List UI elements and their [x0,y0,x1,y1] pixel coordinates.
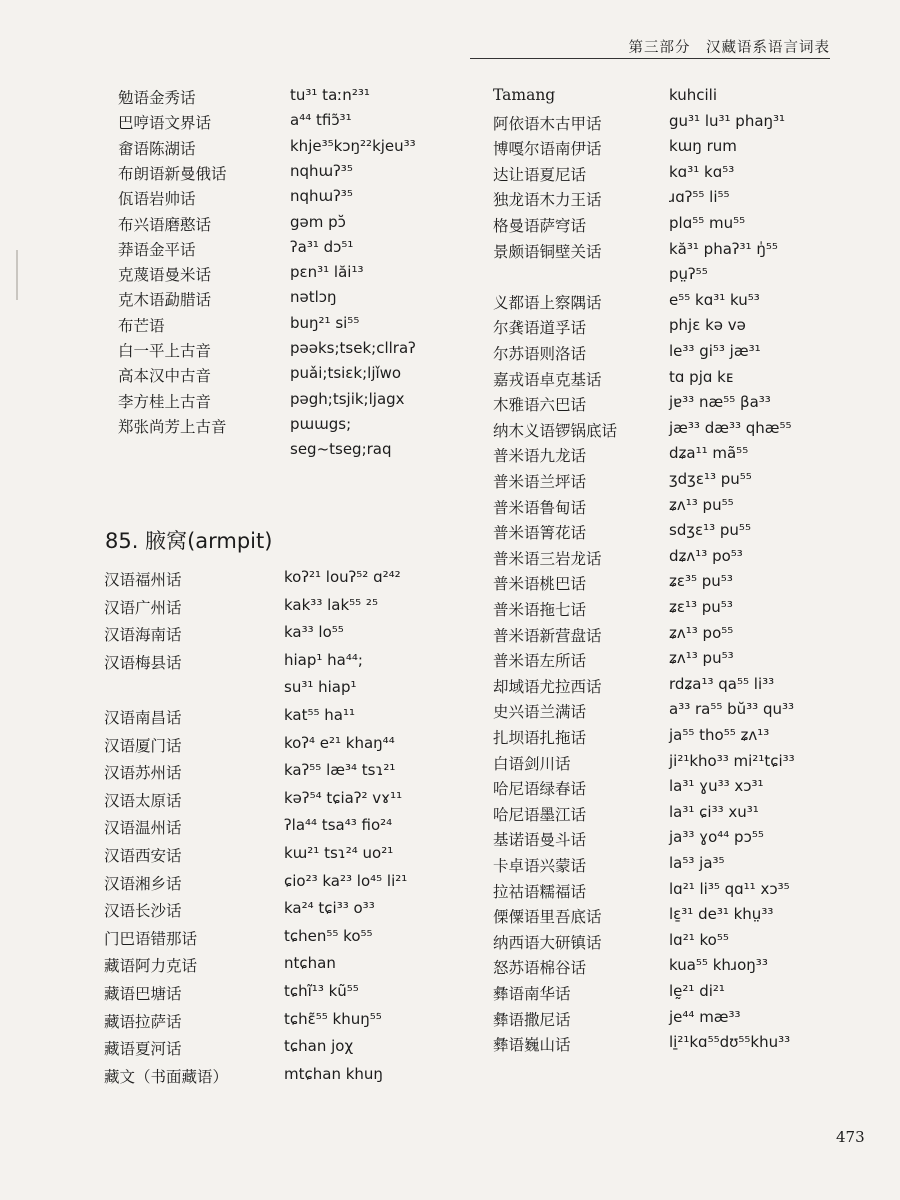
ipa-form: pəəks;tsek;cllraʔ [290,339,416,357]
ipa-form: tɕhɛ̃⁵⁵ khuŋ⁵⁵ [284,1009,382,1028]
dialect-name: 博嘎尔语南伊话 [493,140,602,159]
dialect-name: 佤语岩帅话 [118,190,196,209]
dialect-name: 景颇语铜壁关话 [493,242,602,261]
ipa-form: jɐ³³ næ⁵⁵ βa³³ [669,393,771,412]
ipa-form: ɕio²³ ka²³ lo⁴⁵ li²¹ [284,871,408,890]
dialect-name: 普米语左所话 [493,652,587,671]
ipa-form: kua⁵⁵ khɹoŋ³³ [669,956,768,975]
page-binding-mark [16,250,18,300]
dialect-name: 普米语鲁甸话 [493,498,587,517]
dialect-name: 汉语福州话 [104,571,182,589]
dialect-name: 哈尼语绿春话 [493,780,587,799]
ipa-form: je⁴⁴ mæ³³ [669,1007,741,1026]
dialect-name: 布芒语 [118,316,165,335]
dialect-name: 畲语陈湖话 [118,139,196,158]
ipa-form: kă³¹ phaʔ³¹ ŋ̍⁵⁵ [669,239,778,258]
dialect-name: 史兴语兰满话 [493,703,587,722]
ipa-form: khje³⁵kɔŋ²²kjeu³³ [290,136,416,155]
ipa-form: pṳʔ⁵⁵ [669,265,708,284]
dialect-name: 独龙语木力王话 [493,191,602,210]
dialect-name: 却域语尤拉西话 [493,677,602,696]
ipa-form: lḛ²¹ di²¹ [669,982,725,1000]
ipa-form: la³¹ ɕi³³ xu³¹ [669,802,759,821]
ipa-form: ʑɛ³⁵ pu⁵³ [669,572,733,591]
dialect-name: 克木语勐腊话 [118,291,212,310]
dialect-name: 普米语桃巴话 [493,575,587,594]
dialect-name: 门巴语错那话 [104,929,198,948]
ipa-form: phjɛ kə və [669,316,746,335]
ipa-form: rdʑa¹³ qa⁵⁵ li³³ [669,674,775,693]
dialect-name: 纳木义语锣锅底话 [493,421,618,440]
dialect-name: Tamang [493,86,556,104]
dialect-name: 白语剑川话 [493,754,571,773]
dialect-name: 彝语撒尼话 [493,1010,571,1029]
dialect-name: 布朗语新曼俄话 [118,164,227,183]
running-header: 第三部分 汉藏语系语言词表 [628,40,830,56]
ipa-form: ʑɛ¹³ pu⁵³ [669,598,733,616]
dialect-name: 汉语梅县话 [104,653,182,672]
ipa-form: ja⁵⁵ tho⁵⁵ ʑʌ¹³ [669,726,770,744]
dialect-name: 普米语箐花话 [493,524,587,543]
ipa-form: ja³³ ɣo⁴⁴ pɔ⁵⁵ [669,828,764,847]
dialect-name: 彝语巍山话 [493,1036,571,1055]
ipa-form: kuhcili [669,86,717,104]
dialect-name: 克蔑语曼米话 [118,266,212,285]
dialect-name: 哈尼语墨江话 [493,805,587,824]
dialect-name: 尔龚语道孚话 [493,319,587,338]
ipa-form: ntɕhan [284,954,336,973]
dialect-name: 汉语厦门话 [104,736,182,755]
dialect-name: 藏语阿力克话 [104,957,198,976]
dialect-name: 李方桂上古音 [118,392,212,411]
ipa-form: kɯ²¹ tsɿ²⁴ uo²¹ [284,844,394,862]
dialect-name: 汉语广州话 [104,598,182,617]
ipa-form: ʑʌ¹³ pu⁵⁵ [669,495,734,514]
dialect-name: 白一平上古音 [118,342,212,360]
section-title: 85. 腋窝(armpit) [105,529,273,553]
dialect-name: 傈僳语里吾底话 [493,908,602,927]
ipa-form: sdʒɛ¹³ pu⁵⁵ [669,521,751,540]
ipa-form: kaʔ⁵⁵ læ³⁴ tsɿ²¹ [284,761,396,780]
ipa-form: ʑʌ¹³ po⁵⁵ [669,623,734,642]
ipa-form: lɑ²¹ ko⁵⁵ [669,930,729,949]
dialect-name: 格曼语萨穹话 [493,217,587,235]
header-rule [470,58,830,59]
dialect-name: 尔苏语则洛话 [493,345,587,363]
dialect-name: 达让语夏尼话 [493,165,587,184]
ipa-form: tɕhen⁵⁵ ko⁵⁵ [284,926,373,945]
dialect-name: 汉语西安话 [104,847,182,865]
dialect-name: 勉语金秀话 [118,89,196,107]
dialect-name: 拉祜语糯福话 [493,882,587,901]
ipa-form: lɑ²¹ li³⁵ qɑ¹¹ xɔ³⁵ [669,879,790,898]
ipa-form: la⁵³ ja³⁵ [669,854,725,872]
page-number: 473 [836,1128,865,1146]
dialect-name: 普米语兰坪话 [493,473,587,491]
dialect-name: 阿依语木古甲话 [493,114,602,133]
ipa-form: nətlɔŋ [290,288,337,307]
ipa-form: jæ³³ dæ³³ qhæ⁵⁵ [669,418,792,437]
dialect-name: 义都语上察隅话 [493,293,602,312]
dialect-name: 纳西语大研镇话 [493,933,602,952]
dialect-name: 汉语湘乡话 [104,874,182,893]
dialect-name: 卡卓语兴蒙话 [493,857,587,875]
ipa-form: kak³³ lak⁵⁵ ²⁵ [284,595,378,614]
dialect-name: 汉语海南话 [104,626,182,645]
dialect-name: 普米语三岩龙话 [493,549,602,568]
ipa-form: ʒdʒɛ¹³ pu⁵⁵ [669,470,752,488]
ipa-form: nqhɯʔ³⁵ [290,161,353,180]
ipa-form: plɑ⁵⁵ mu⁵⁵ [669,214,746,232]
ipa-form: ɹɑʔ⁵⁵ li⁵⁵ [669,188,730,207]
ipa-form: la³¹ ɣu³³ xɔ³¹ [669,777,764,796]
dialect-name: 汉语温州话 [104,819,182,838]
ipa-form: tɑ pjɑ kᴇ [669,367,734,386]
dialect-name: 怒苏语棉谷话 [493,959,587,978]
dialect-name: 布兴语磨憨话 [118,215,212,234]
ipa-form: dʑa¹¹ mã⁵⁵ [669,444,749,463]
dialect-name: 巴哼语文界话 [118,114,212,133]
ipa-form: gəm pɔ̆ [290,212,346,231]
dialect-name: 藏文（书面藏语） [104,1067,229,1086]
ipa-form: ji²¹kho³³ mi²¹tɕi³³ [669,751,795,770]
dialect-name: 扎坝语扎拖话 [493,729,587,747]
dialect-name: 高本汉中古音 [118,367,212,386]
dialect-name: 郑张尚芳上古音 [118,417,227,436]
ipa-form: su³¹ hiap¹ [284,678,357,697]
ipa-form: pɯɯgs; [290,414,352,433]
ipa-form: mtɕhan khuŋ [284,1064,383,1083]
ipa-form: koʔ²¹ louʔ⁵² ɑ²⁴² [284,568,401,586]
dialect-name: 木雅语六巴话 [493,396,587,415]
ipa-form: ʑʌ¹³ pu⁵³ [669,649,734,668]
ipa-form: dʑʌ¹³ po⁵³ [669,546,743,565]
dialect-name: 普米语新营盘话 [493,626,602,645]
ipa-form: kəʔ⁵⁴ tɕiaʔ² vɤ¹¹ [284,788,403,807]
ipa-form: a³³ ra⁵⁵ bŭ³³ qu³³ [669,700,795,719]
ipa-form: tɕhĩ¹³ kũ⁵⁵ [284,982,359,1000]
ipa-form: pəgh;tsjik;ljagx [290,389,405,408]
dialect-name: 嘉戎语卓克基话 [493,370,602,389]
dialect-name: 普米语拖七话 [493,601,587,619]
ipa-form: ka³³ lo⁵⁵ [284,623,344,642]
ipa-form: pɛn³¹ lăi¹³ [290,263,364,282]
ipa-form: a⁴⁴ tfiɔ̃³¹ [290,111,352,130]
ipa-form: kɑ³¹ kɑ⁵³ [669,162,735,181]
ipa-form: e⁵⁵ kɑ³¹ ku⁵³ [669,290,760,309]
ipa-form: puǎi;tsiɛk;ljǐwo [290,364,402,383]
dialect-name: 汉语苏州话 [104,764,182,783]
dialect-name: 藏语巴塘话 [104,985,182,1003]
ipa-form: kɯŋ rum [669,137,737,156]
dialect-name: 藏语夏河话 [104,1040,182,1059]
ipa-form: koʔ⁴ e²¹ khaŋ⁴⁴ [284,733,395,752]
ipa-form: nqhɯʔ³⁵ [290,187,353,206]
dialect-name: 彝语南华话 [493,985,571,1003]
ipa-form: kat⁵⁵ ha¹¹ [284,706,356,724]
ipa-form: lɛ̱³¹ de³¹ khṳ³³ [669,905,774,924]
ipa-form: li̱²¹kɑ⁵⁵dʊ⁵⁵khu³³ [669,1033,791,1052]
ipa-form: tu³¹ taːn²³¹ [290,86,370,104]
ipa-form: ʔla⁴⁴ tsa⁴³ fio²⁴ [284,816,393,835]
dialect-name: 汉语长沙话 [104,902,182,921]
dialect-name: 基诺语曼斗话 [493,831,587,850]
ipa-form: ka²⁴ tɕi³³ o³³ [284,899,375,918]
dialect-name: 普米语九龙话 [493,447,587,466]
dialect-name: 莽语金平话 [118,240,196,259]
ipa-form: gu³¹ lu³¹ phaŋ³¹ [669,111,786,130]
ipa-form: tɕhan joχ [284,1037,354,1056]
ipa-form: buŋ²¹ si⁵⁵ [290,313,360,332]
dialect-name: 藏语拉萨话 [104,1012,182,1031]
ipa-form: hiap¹ ha⁴⁴; [284,650,363,669]
ipa-form: le³³ gi⁵³ jæ³¹ [669,342,761,360]
dialect-name: 汉语南昌话 [104,709,182,727]
ipa-form: ʔa³¹ dɔ⁵¹ [290,237,354,256]
ipa-form: seg~tseg;raq [290,440,392,459]
dialect-name: 汉语太原话 [104,791,182,810]
